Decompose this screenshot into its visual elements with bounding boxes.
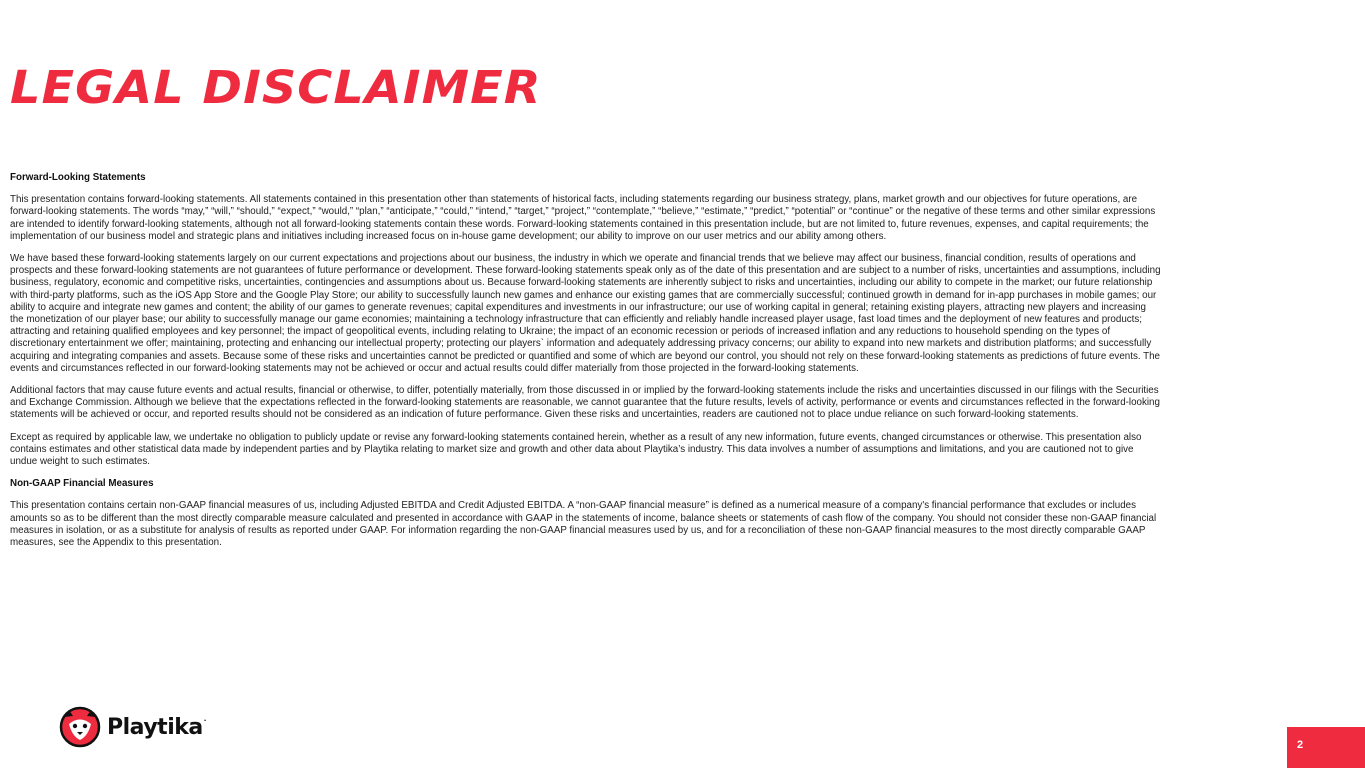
section-heading-forward-looking: Forward-Looking Statements [10,172,146,183]
logo-wordmark [107,715,206,740]
paragraph: This presentation contains forward-looking statements. All statements contained in this presentation other than statements of historical facts, including statements regarding our business strategy, plans, market growth and our objectives for future operations, are forward-looking statements. The words “may,” “will,” “should,” “expect,” “would,” “plan,” “anticipate,” “could,” “intend,” “target,” “project,” “contemplate,” “believe,” “estimate,” “predict,” “potential” or “continue” or the negative of these terms and other similar expressions are intended to identify forward-looking statements, although not all forward-looking statements contain these words. Forward-looking statements contained in this presentation include, but are not limited to, future revenues, expenses, and capital requirements; the implementation of our business model and strategic plans and initiatives including increased focus on in-house game development; our ability to improve on our user metrics and our ability among others. [10,194,1156,242]
paragraph: Except as required by applicable law, we undertake no obligation to publicly update or revise any forward-looking statements contained herein, whether as a result of any new information, future events, changed circumstances or otherwise. This presentation also contains estimates and other statistical data made by independent parties and by Playtika relating to market size and growth and other data about Playtika’s industry. This data involves a number of assumptions and limitations, and you are cautioned not to give undue weight to such estimates. [10,431,1142,468]
cheetah-logo-icon [58,706,102,748]
section-heading-non-gaap: Non-GAAP Financial Measures [10,478,154,490]
page-title: LEGAL DISCLAIMER [10,61,542,114]
paragraph: This presentation contains certain non-GAAP financial measures of us, including Adjusted EBITDA and Credit Adjusted EBITDA. A “non-GAAP financial measure” is defined as a numerical measure of a company's financial performance that excludes or includes amounts so as to be different than the most directly comparable measure calculated and presented in accordance with GAAP in the statements of income, balance sheets or statements of cash flow of the company. You should not consider these non-GAAP financial measures in isolation, or as a substitute for analysis of results as reported under GAAP. For information regarding the non-GAAP financial measures used by us, and for a reconciliation of these non-GAAP financial measures to the most directly comparable GAAP measures, see the Appendix to this presentation. [10,500,1157,549]
logo-registered-mark: . [203,714,206,723]
logo-text: Playtika [107,714,203,740]
paragraph: We have based these forward-looking statements largely on our current expectations and projections about our business, the industry in which we operate and financial trends that we believe may affect our business, financial condition, results of operations and prospects and these forward-looking statements are not guarantees of future performance or development. These forward-looking statements speak only as of the date of this presentation and are subject to a number of risks, uncertainties and assumptions, including business, regulatory, economic and competitive risks, uncertainties, contingencies and assumptions about us. Because forward-looking statements are inherently subject to risks and uncertainties, including our ability to compete in the market; our future relationship with third-party platforms, such as the iOS App Store and the Google Play Store; our ability to successfully launch new games and enhance our existing games that are commercially successful; continued growth in demand for in-app purchases in mobile games; our ability to acquire and integrate new games and content; the ability of our games to generate revenues; capital expenditures and investments in our infrastructure; our use of working capital in general; retaining existing players, attracting new players and increasing the monetization of our player base; our ability to successfully manage our game economies; maintaining a technology infrastructure that can efficiently and reliably handle increased player usage, fast load times and the deployment of new features and products; attracting and retaining qualified employees and key personnel; the impact of geopolitical events, including relating to Ukraine; the impact of an economic recession or periods of increased inflation and any reductions to household spending on the types of discretionary entertainment we offer; maintaining, protecting and enhancing our intellectual property; protecting our players` information and adequately addressing privacy concerns; our ability to expand into new markets and distribution platforms; and successfully acquiring and integrating companies and assets. Because some of these risks and uncertainties cannot be predicted or quantified and some of which are beyond our control, you should not rely on these forward-looking statements as predictions of future events. The events and circumstances reflected in our forward-looking statements may not be achieved or occur and actual results could differ materially from those projected in the forward-looking statements. [10,253,1161,374]
playtika-logo [58,706,206,748]
page-number-badge [1287,727,1365,768]
page-number: 2 [1297,739,1304,751]
paragraph: Additional factors that may cause future events and actual results, financial or otherwise, to differ, potentially materially, from those discussed in or implied by the forward-looking statements include the risks and uncertainties discussed in our filings with the Securities and Exchange Commission. Although we believe that the expectations reflected in the forward-looking statements are reasonable, we cannot guarantee that the future results, levels of activity, performance or events and circumstances reflected in the forward-looking statements will be achieved or occur, and reported results should not be considered as an indication of future performance. Given these risks and uncertainties, readers are cautioned not to place undue reliance on such forward-looking statements. [10,385,1160,421]
disclaimer-body [10,172,1162,559]
